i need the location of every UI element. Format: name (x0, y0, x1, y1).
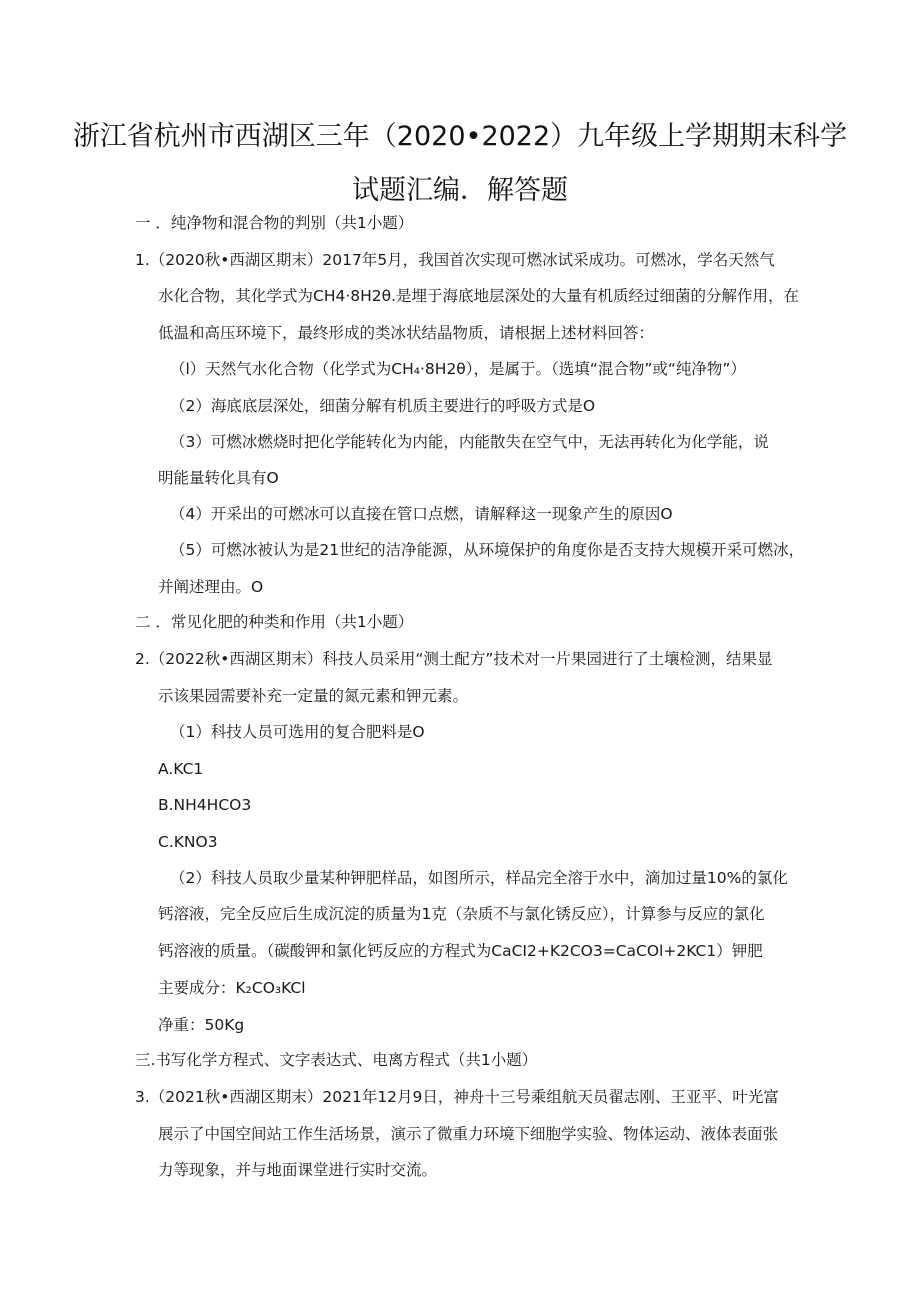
option-a: A.KC1 (158, 760, 204, 778)
option-c: C.KNO3 (158, 833, 218, 851)
question-1-text: 水化合物，其化学式为CH4·8H2θ.是埋于海底地层深处的大量有机质经过细菌的分解作用，在 (158, 287, 800, 305)
question-1-text: 1.（2020秋•西湖区期末）2017年5月，我国首次实现可燃冰试采成功。可燃冰，学名天然气 (135, 251, 775, 269)
document-subtitle: 试题汇编．解答题 (352, 175, 568, 206)
question-1-part-3: （3）可燃冰燃烧时把化学能转化为内能，内能散失在空气中，无法再转化为化学能，说 (170, 433, 769, 451)
section-heading-3: 三.书写化学方程式、文字表达式、电离方程式（共1小题） (135, 1051, 538, 1069)
question-1-part-5: （5）可燃冰被认为是21世纪的洁净能源，从环境保护的角度你是否支持大规模开采可燃冰， (170, 541, 805, 559)
question-3-text: 展示了中国空间站工作生活场景，演示了微重力环境下细胞学实验、物体运动、液体表面张 (158, 1125, 779, 1143)
question-3-text: 3.（2021秋•西湖区期末）2021年12月9日，神舟十三号乘组航天员翟志刚、王亚平、叶光富 (135, 1088, 779, 1106)
question-1-part-4: （4）开采出的可燃冰可以直接在管口点燃，请解释这一现象产生的原因O (170, 505, 673, 523)
question-2-part-1: （1）科技人员可选用的复合肥料是O (170, 723, 425, 741)
question-1-part-5-cont: 并阐述理由。O (158, 578, 264, 596)
option-b: B.NH4HCO3 (158, 796, 252, 814)
question-2-part-2-cont: 钙溶液的质量。（碳酸钾和氯化钙反应的方程式为CaCI2+K2CO3=CaCOl+2KC1）钾肥 (158, 942, 763, 960)
document-title: 浙江省杭州市西湖区三年（2020•2022）九年级上学期期末科学 (72, 121, 848, 152)
question-1-part-3-cont: 明能量转化具有O (158, 469, 279, 487)
question-2-part-2-cont: 钙溶液，完全反应后生成沉淀的质量为1克（杂质不与氯化锈反应），计算参与反应的氯化 (158, 905, 765, 923)
fertilizer-composition: 主要成分：K₂CO₃KCl (158, 979, 306, 997)
section-heading-2: 二 ．常见化肥的种类和作用（共1小题） (135, 613, 414, 631)
fertilizer-weight: 净重：50Kg (158, 1016, 245, 1034)
question-1-part-1: （l）天然气水化合物（化学式为CH₄·8H2θ），是属于。（选填“混合物”或“纯净物”） (170, 360, 746, 378)
question-2-part-2: （2）科技人员取少量某种钾肥样品，如图所示，样品完全溶于水中，滴加过量10%的氯化 (170, 869, 788, 887)
section-heading-1: 一 ．纯净物和混合物的判别（共1小题） (135, 214, 414, 232)
question-2-text: 2.（2022秋•西湖区期末）科技人员采用“测土配方”技术对一片果园进行了土壤检测，结果显 (135, 650, 773, 668)
question-2-text: 示该果园需要补充一定量的氮元素和钾元素。 (158, 687, 469, 705)
question-1-part-2: （2）海底底层深处，细菌分解有机质主要进行的呼吸方式是O (170, 397, 596, 415)
question-1-text: 低温和高压环境下，最终形成的类冰状结晶物质，请根据上述材料回答： (158, 324, 655, 342)
question-3-text: 力等现象，并与地面课堂进行实时交流。 (158, 1161, 438, 1179)
